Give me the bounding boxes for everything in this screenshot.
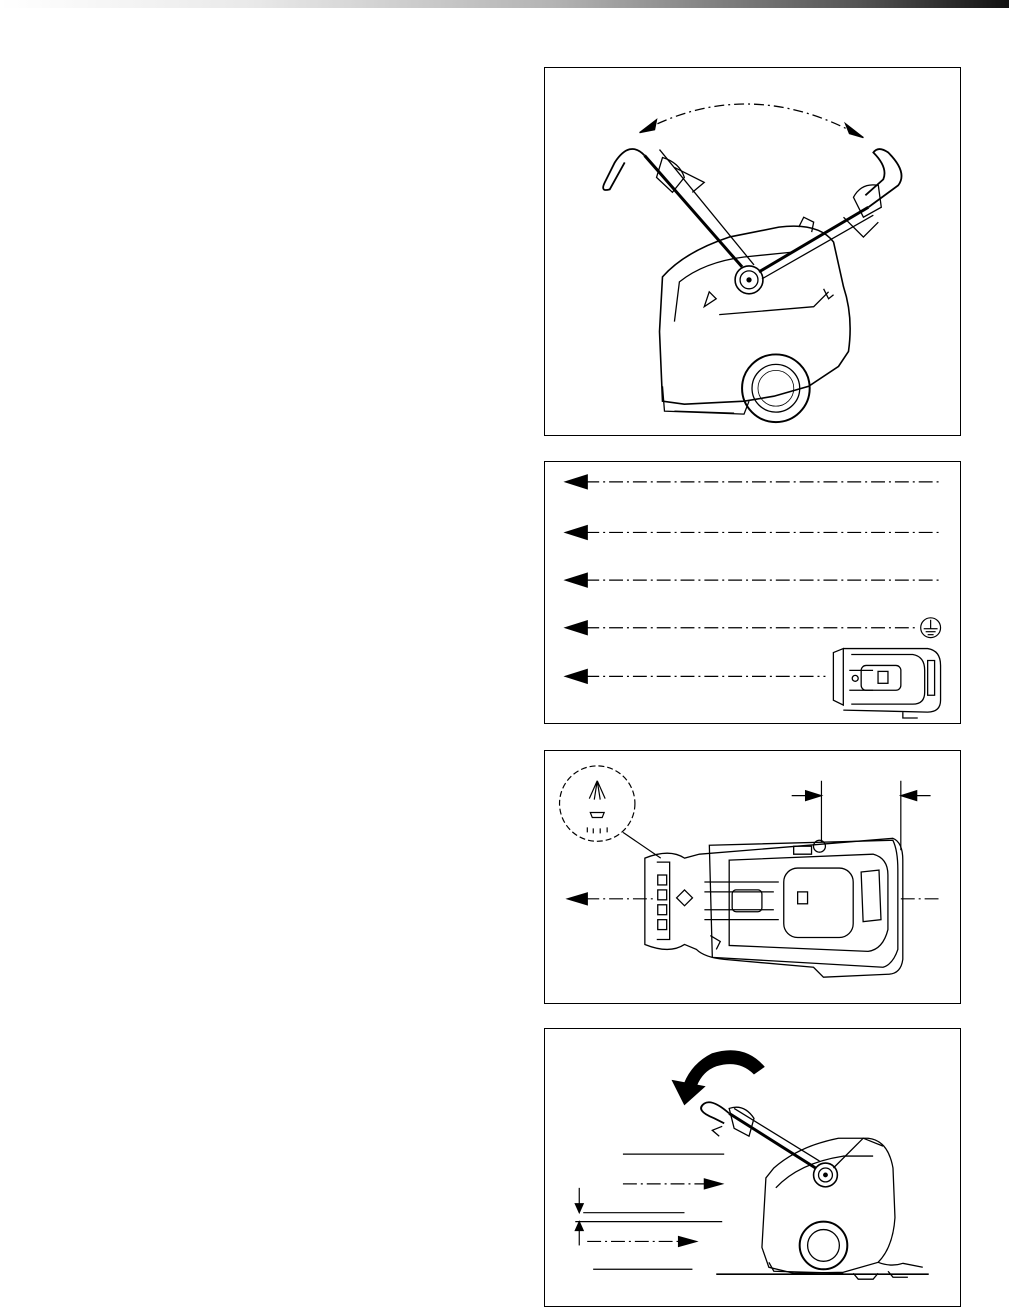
- machine-rear-view: [833, 649, 940, 718]
- spray-nozzle-drawing: [545, 751, 960, 1003]
- tilt-back-drawing: [545, 1029, 960, 1306]
- figure-handle-adjust: [544, 67, 961, 436]
- header-gradient-bar: [0, 0, 1009, 8]
- machine-tilted-side-view: [701, 1102, 923, 1279]
- ground-symbol-icon: [921, 618, 941, 638]
- handle-adjust-drawing: [545, 68, 960, 435]
- figure-tilt-back-for-transport: [544, 1028, 961, 1307]
- connections-drawing: [545, 462, 960, 723]
- figure-spray-nozzle-and-width: [544, 750, 961, 1004]
- handle-swing-arc-icon: [640, 104, 864, 138]
- spray-pattern-icon: [560, 766, 635, 841]
- tilt-arrow-icon: [684, 1051, 763, 1086]
- figure-power-and-hose-connections: [544, 461, 961, 724]
- machine-top-view: [645, 838, 903, 977]
